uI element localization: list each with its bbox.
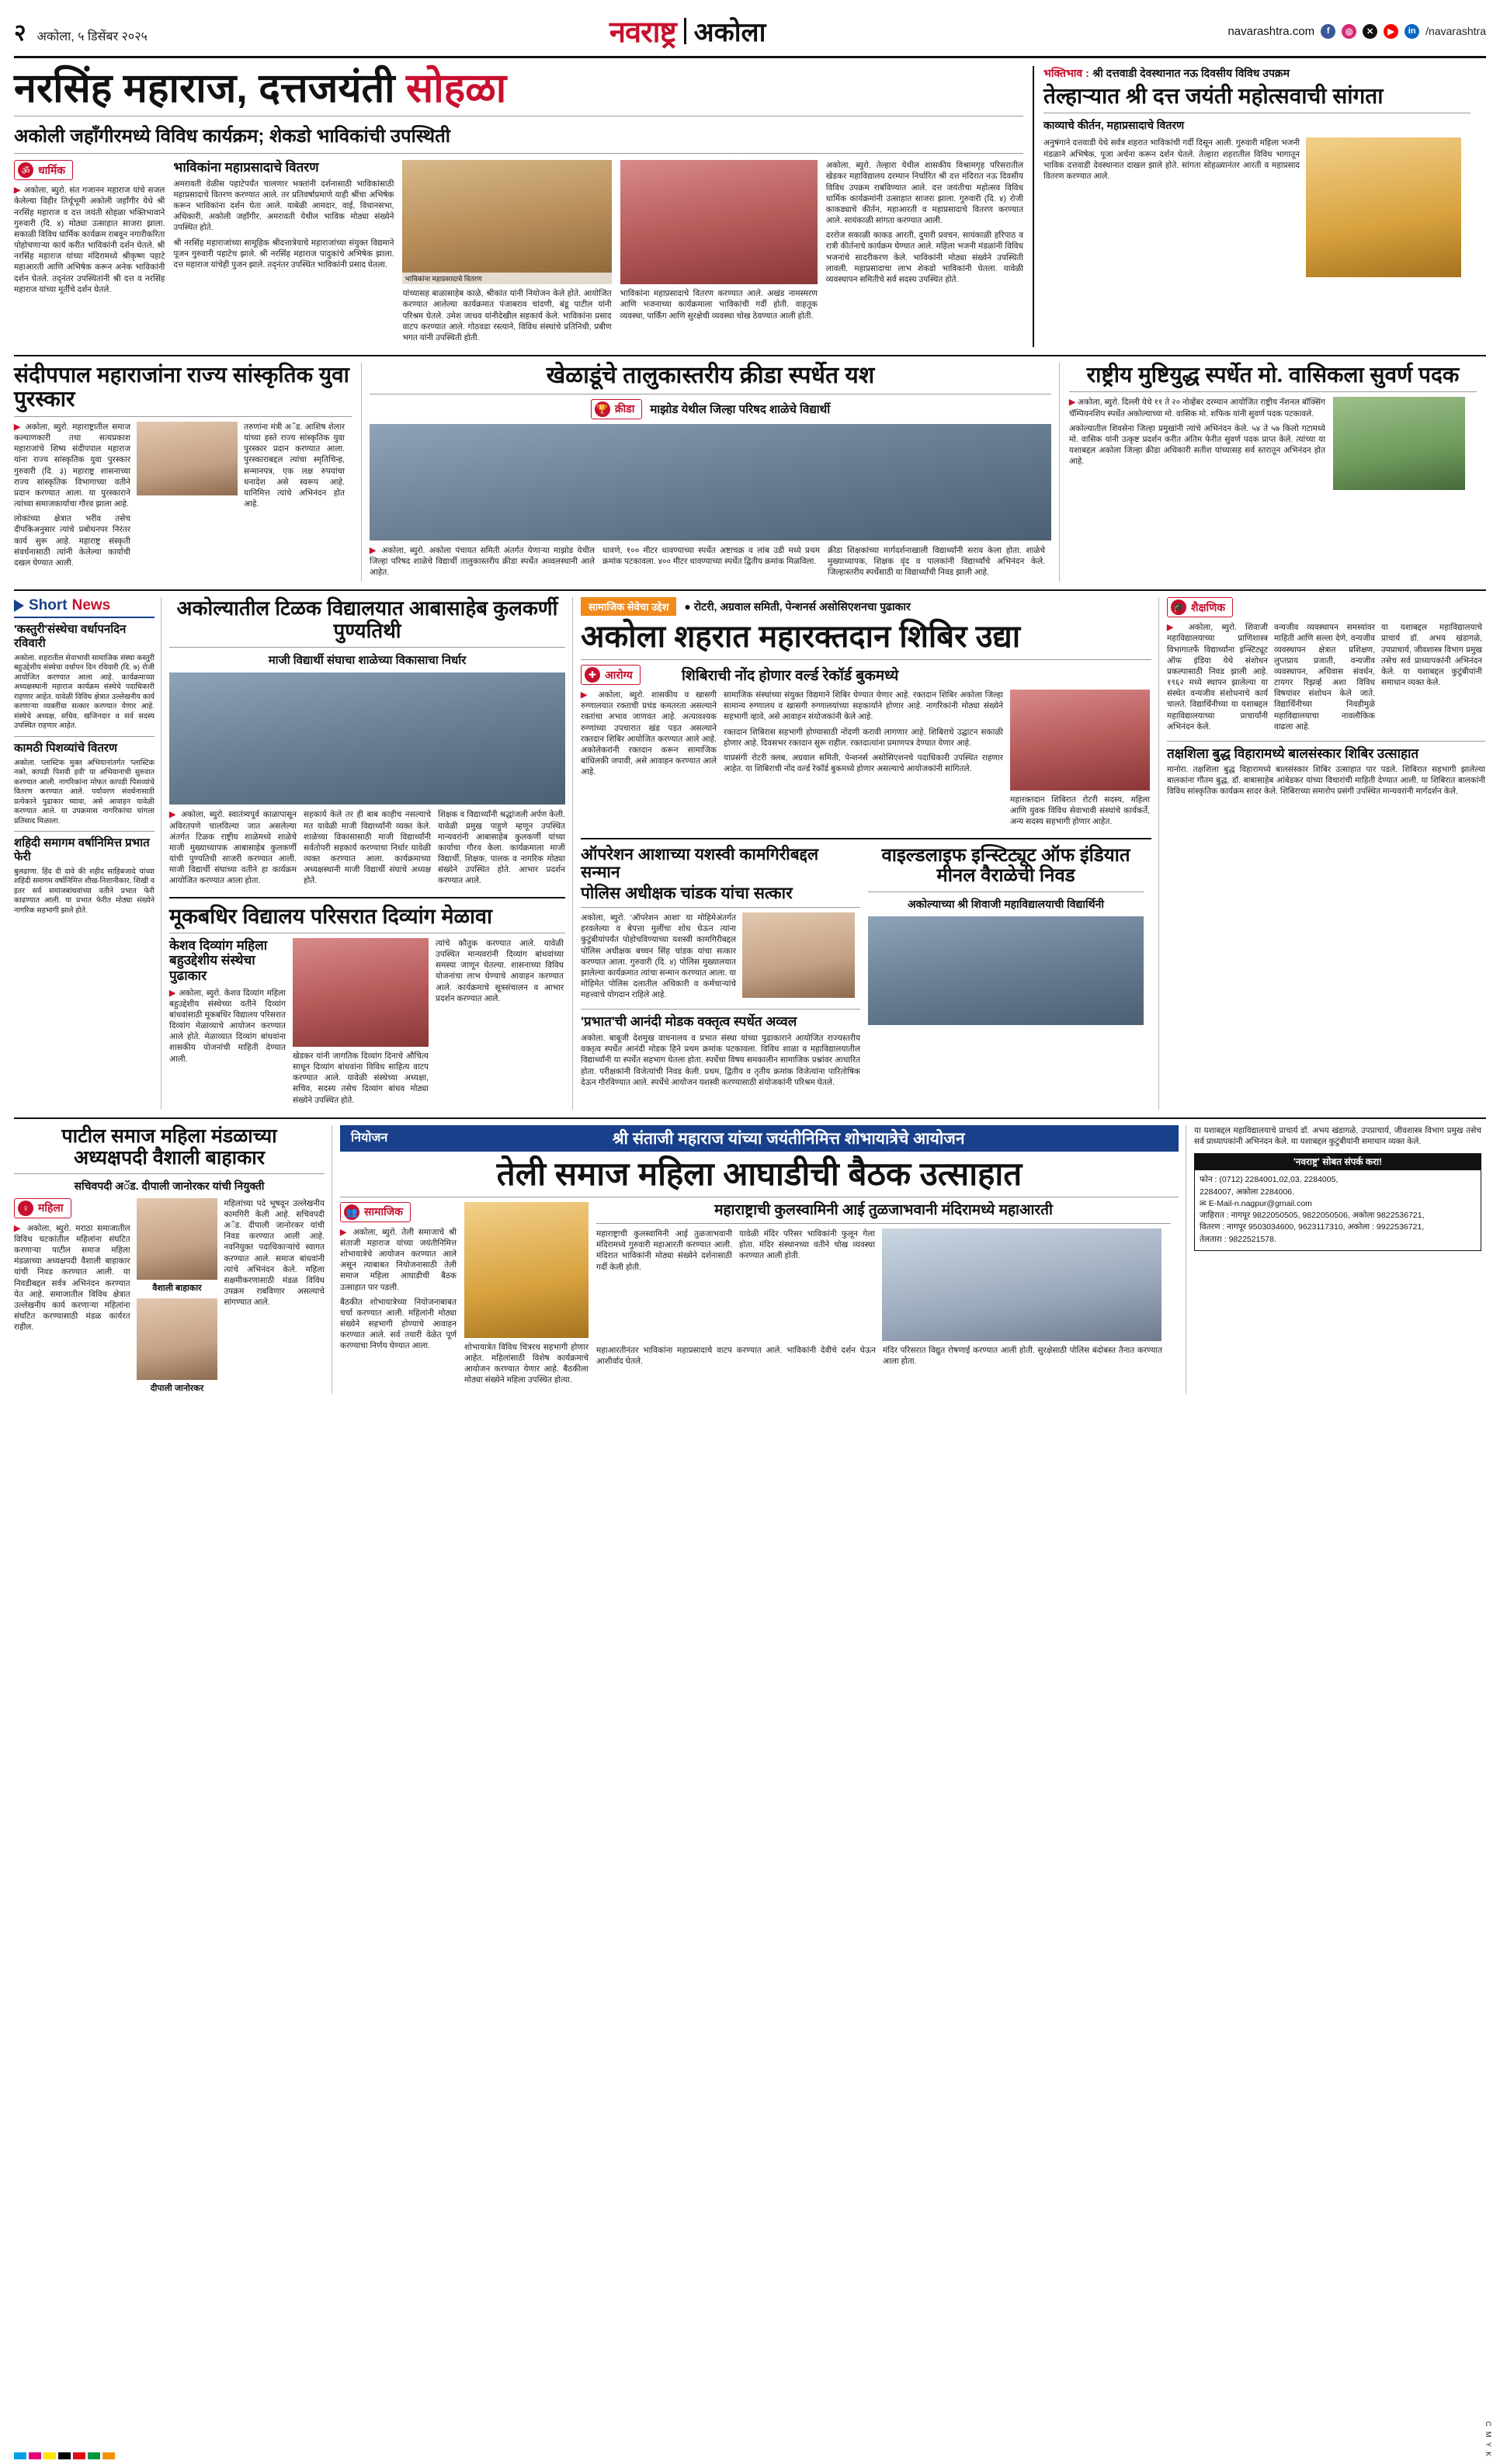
lead-sub-headline: भाविकांना महाप्रसादाचे वितरण <box>173 160 319 176</box>
sports-body-3: क्रीडा शिक्षकांच्या मार्गदर्शनाखाली विद्यार्थ्यांनी सराव केला होता. शाळेचे मुख्याध्यापक, शिक्षक वृंद व पालकांनी विद्यार्थ्यांचे अभिनंदन केले. जिल्हास्तरीय स्पर्धेसाठी या विद्यार्थ्यांची निवड झाली आहे. <box>828 545 1045 578</box>
boxing-headline: राष्ट्रीय मुष्टियुद्ध स्पर्धेत मो. वासिकला सुवर्ण पदक <box>1086 363 1460 387</box>
women-headline-2: अध्यक्षपदी वैशाली बाहाकार <box>74 1146 265 1169</box>
page-number: २ <box>14 19 26 46</box>
trophy-icon: 🏆 <box>595 401 610 417</box>
contact-line: जाहिरात : नागपूर 9822050505, 9822050506, अकोला 9822536721, <box>1200 1211 1425 1221</box>
tilak-body-2: सहकार्य केले तर ही बाब काहीच नसल्याचे मत यावेळी माजी विद्यार्थ्यांनी व्यक्त केले. शाळेच्या विकासासाठी माजी विद्यार्थ्यांनी सर्वतोपरी सहकार्य करण्याचा निर्धार यावेळी व्यक्त करण्यात आला. कार्यक्रमाच्या अध्यक्षस्थानी माजी विद्यार्थी संघाचे अध्यक्ष होते. <box>304 810 431 886</box>
planning-body-2: बैठकीत शोभायात्रेच्या नियोजनाबाबत चर्चा करण्यात आली. महिलांनी मोठ्या संख्येने सहभागी होण्याचे आवाहन करण्यात आले. सर्व तयारी वेळेत पूर्ण करण्याचा निर्णय घेण्यात आला. <box>340 1297 457 1351</box>
women-body-1: अकोला, ब्युरो. मराठा समाजातील विविध घटकांतील महिलांना संघटित करणाऱ्या पाटील समाज महिला मंडळाच्या अध्यक्षपदी वैशाली बाहाकार यांची निवड करण्यात आली. या निवडीबद्दल सर्वत्र अभिनंदन करण्यात येत आहे. समाजातील विविध क्षेत्रात उल्लेखनीय कार्य करणाऱ्या महिलांना संघटित करण्यासाठी मंडळ कार्यरत राहील. <box>14 1223 130 1333</box>
lead-body-3: श्री नरसिंह महाराजांच्या सामूहिक श्रीदत्तात्रेयाचे महाराजांच्या संयुक्त विद्यमाने पूजन गुरुवारी पहाटेच झाले. श्री नरसिंह महाराज पादुकांचे अभिषेक झाला. दत्त महाराज यांचेही पुजन झाले. तद्नंतर उपस्थित भाविकांनी प्रसाद घेतला. <box>173 238 394 269</box>
lead-subhead: अकोली जहाँगीरमध्ये विविध कार्यक्रम; शेकडो भाविकांची उपस्थिती <box>14 126 450 148</box>
wildlife-subhead: अकोल्याच्या श्री शिवाजी महाविद्यालयाची विद्यार्थिनी <box>907 898 1105 911</box>
health-column: सामाजिक सेवेचा उद्देश ● रोटरी, अग्रवाल समिती, पेन्शनर्स असोसिएशनचा पुढाकार अकोला शहरात महारक्तदान शिबिर उद्या ✚ आरोग्य शिबिराची नोंद होणार वर्ल्ड रेकॉर्ड बुकमध्ये ▶ अकोला, ब्युरो. शासकीय व खासगी रुग्णालयात रक्ताची प्रचंड कमतरता असल्याने रक्तांचा अभाव जाणवत आहे. अत्यावश्यक रुग्णांच्या उपचारात खंड पडत असल्याने रक्तदान शिबिर आयोजित करण्यात आले आहे. अकोलेकरांनी रक्तदान करून सामाजिक बांधिलकी जपावी, असे आवाहन करण्यात आले आहे. सामाजिक संस्थांच्या संयुक्त विद्यमाने शिबिर घेण्यात येणार आहे. रक्तदान शिबिर अकोला जिल्हा सामान्य रुग्णालय व खासगी रुग्णालयांच्या सहकार्याने होणार आहे. नागरिकांनी मोठ्या संख्येने सहभागी व्हावे, असे आवाहन संयोजकांनी केले आहे. रक्तदान शिबिरास सहभागी होण्यासाठी नोंदणी करावी लागणार आहे. शिबिराचे उद्घाटन सकाळी होणार आहे. दिवसभर रक्तदान सुरू राहील. रक्तदात्यांना प्रमाणपत्र देण्यात येणार आहे. याप्रसंगी रोटरी क्लब, अग्रवाल समिती, पेन्शनर्स असोसिएशनचे पदाधिकारी उपस्थित राहणार आहेत. या शिबिराची नोंद वर्ल्ड रेकॉर्ड बुकमध्ये होणार असल्याचे आयोजकांनी सांगितले. महारक्तदान शिबिरात रोटरी सदस्य, महिला आणि युवक विविध सेवाभावी संस्थांचे कार्यकर्ते, अन्य सदस्य सहभागी होणार आहेत. ऑपरेशन आशाच्या यशस्वी कामगिरीबद्दल सन्मान पोलिस अधीक्षक चांडक यांचा सत्कार अकोला, ब्युरो. 'ऑपरेशन आशा' या मोहिमेअंतर्गत हरवलेल्या व बेपत्ता मुलींचा शोध घेऊन त्यांना कुटुंबीयांपर्यंत पोहोचविण्याच्या यशस्वी कामगिरीबद्दल पोलिस अधीक्षक बच्चन सिंह चांडक यांचा सत्कार करण्यात आला. गुरुवारी (दि. ४) पोलिस मुख्यालयात झालेल्या कार्यक्रमात त्यांचा सन्मान करण्यात आला. या मोहिमेत पोलिस दलातील अधिकारी व कर्मचाऱ्यांचे महत्त्वाचे योगदान राहिले आहे. 'प्रभात'ची आनंदी मोडक वक्तृत्व स्पर्धेत अव्वल अकोला. बाबूजी देशमुख वाचनालय व प्रभात संस्था यांच्या पुढाकाराने आयोजित राज्यस्तरीय वक्तृत्व स्पर्धेत आनंदी मोडक हिने प्रथम क्रमांक पटकावला. विविध शाळा व महाविद्यालयातील विद्यार्थ्यांनी या स्पर्धेत सहभाग घेतला होता. स्पर्धेचा विषय समकालीन सामाजिक प्रश्नांवर आधारित होता. परीक्षकांनी विजेत्यांची निवड केली. प्रथम, द्वितीय व तृतीय क्रमांक विजेत्यांना पारितोषिक देऊन गौरविण्यात आले. स्पर्धेचे आयोजन यशस्वी करण्यासाठी संयोजकांनी परिश्रम घेतले. वाइल्डलाइफ इन्स्टिट्यूट ऑफ इंडियात मीनल वैराळेची निवड अकोल्याच्या श्री शिवाजी महाविद्यालयाची विद्यार्थिनी <box>581 597 1159 1110</box>
award-headline: संदीपपाल महाराजांना राज्य सांस्कृतिक युवा पुरस्कार <box>14 363 349 412</box>
boxing-photo <box>1333 397 1465 490</box>
category-badge-education: 🎓 शैक्षणिक <box>1167 597 1233 617</box>
women-photo-1-caption: वैशाली बाहाकार <box>152 1283 202 1293</box>
contact-line: वितरण : नागपूर 9503034600, 9623117310, अकोला : 9922536721, <box>1200 1222 1425 1232</box>
operation-body: अकोला, ब्युरो. 'ऑपरेशन आशा' या मोहिमेअंतर्गत हरवलेल्या व बेपत्ता मुलींचा शोध घेऊन त्यांना कुटुंबीयांपर्यंत पोहोचविण्याच्या यशस्वी कामगिरीबद्दल पोलिस अधीक्षक बच्चन सिंह चांडक यांचा सत्कार करण्यात आला. गुरुवारी (दि. ४) पोलिस मुख्यालयात झालेल्या कार्यक्रमात त्यांचा सन्मान करण्यात आला. या मोहिमेत पोलिस दलातील अधिकारी व कर्मचाऱ्यांचे महत्त्वाचे योगदान राहिले आहे. <box>581 913 736 1000</box>
play-triangle-icon <box>14 599 24 612</box>
award-body-1: अकोला, ब्युरो. महाराष्ट्रातील समाज कल्याणकारी तथा सत्यप्रकाश महाराजांचे शिष्य संदीपपाल महाराज यांना राज्य सांस्कृतिक युवा पुरस्कार गुरुवारी (दि. ३) महाराष्ट्र शासनाच्या राज्य सांस्कृतिक विभागाच्या वतीने प्रदान करण्यात आला. या पुरस्काराने त्यांच्या समाजकार्याचा गौरव झाला आहे. <box>14 422 130 509</box>
female-icon: ♀ <box>18 1201 33 1216</box>
devotion-lead-in: श्री दत्तवाडी देवस्थानात नऊ दिवसीय विविध उपक्रम <box>1092 67 1290 79</box>
short-news-headline: 'कस्तुरी'संस्थेचा वर्धापनदिन रविवारी <box>14 623 127 650</box>
health-body-4: याप्रसंगी रोटरी क्लब, अग्रवाल समिती, पेन्शनर्स असोसिएशनचे पदाधिकारी उपस्थित राहणार आहेत. या शिबिराची नोंद वर्ल्ड रेकॉर्ड बुकमध्ये होणार असल्याचे आयोजकांनी सांगितले. <box>724 752 1003 774</box>
devotion-photo <box>1306 137 1461 277</box>
lead-body-4: यांच्यासह बाळासाहेब काळे, श्रीकांत यांनी नियोजन केले होते. आयोजित करण्यात आलेल्या कार्यक्रमात पंजाबराव चांदणी, बंडू पाटील यांनी परिश्रम घेतले. उमेश जाधव यांनीदेखील सहकार्य केले. भाविकांना प्रसाद वाटप करण्यात आले. गोठवडा रस्त्याने, विविध संस्थांचे प्रतिनिधी, प्रबीण भगत यांनी उपस्थिती होती. <box>402 289 612 342</box>
education-extra-body: या यशाबद्दल महाविद्यालयाचे प्राचार्य डॉ. अभय खंडागळे, उपप्राचार्य, जीवशास्त्र विभाग प्रमुख तसेच सर्व प्राध्यापकांनी अभिनंदन केले. या यशाबद्दल कुटुंबीयांनी समाधान व्यक्त केले. <box>1194 1125 1481 1146</box>
temple-body-2: यावेळी मंदिर परिसर भाविकांनी फुलून गेला होता. मंदिर संस्थानच्या वतीने चोख व्यवस्था करण्यात आली होती. <box>739 1229 875 1261</box>
devotion-label-line: भक्तिभाव : श्री दत्तवाडी देवस्थानात नऊ दिवसीय विविध उपक्रम <box>1043 67 1290 79</box>
planning-story: नियोजन श्री संताजी महाराज यांच्या जयंतीनिमित्त शोभायात्रेचे आयोजन तेली समाज महिला आघाडीची बैठक उत्साहात 👥 सामाजिक ▶ अकोला, ब्युरो. तेली समाजाचे श्री संताजी महाराज यांच्या जयंतीनिमित्त शोभायात्रेचे आयोजन करण्यात आले असून त्याबाबत नियोजनासाठी तेली समाज महिला आघाडीची बैठक उत्साहात पार पडली. बैठकीत शोभायात्रेच्या नियोजनाबाबत चर्चा करण्यात आली. महिलांनी मोठ्या संख्येने सहभागी होण्याचे आवाहन करण्यात आले. सर्व तयारी वेळेत पूर्ण करण्याचा निर्णय घेण्यात आला. शोभायात्रेत विविध चित्ररथ सहभागी होणार आहेत. महिलांसाठी विशेष कार्यक्रमाचे आयोजन करण्यात येणार आहे. बैठकीला मोठ्या संख्येने महिला उपस्थित होत्या. महाराष्ट्राची कुलस्वामिनी आई तुळजाभवानी मंदिरामध्ये महाआरती महाराष्ट्राची कुलस्वामिनी आई तुळजाभवानी मंदिरामध्ये गुरुवारी महाआरती करण्यात आली. मंदिरात भाविकांनी मोठ्या संख्येने दर्शनासाठी गर्दी केली होती. यावेळी मंदिर परिसर भाविकांनी फुलून गेला होता. मंदिर संस्थानच्या वतीने चोख व्यवस्था करण्यात आली होती. महाआरतीनंतर भाविकांना महाप्रसादाचे वाटप करण्यात आले. भाविकांनी देवीचे दर्शन घेऊन आशीर्वाद घेतले. मंदिर परिसरात विद्युत रोषणाई करण्यात आली होती. सुरक्षेसाठी पोलिस बंदोबस्त तैनात करण्यात आला होता. <box>340 1125 1186 1394</box>
women-headline-1: पाटील समाज महिला मंडळाच्या <box>61 1124 277 1147</box>
contact-box <box>1194 1153 1481 1251</box>
contact-email[interactable]: ✉ E-Mail-n.nagpur@gmail.com <box>1200 1198 1312 1208</box>
facebook-icon[interactable]: f <box>1321 24 1335 39</box>
lead-photo-2 <box>620 160 818 284</box>
planning-banner: श्री संताजी महाराज यांच्या जयंतीनिमित्त शोभायात्रेचे आयोजन <box>398 1125 1179 1152</box>
women-subhead: सचिवपदी अॅड. दीपाली जानोरकर यांची नियुक्ती <box>74 1179 265 1192</box>
contact-column <box>1194 1125 1481 1394</box>
short-news-item <box>14 623 155 732</box>
lead-col-2 <box>173 160 394 347</box>
website-url[interactable]: navarashtra.com <box>1227 24 1315 38</box>
short-news-headline: शहिदी समागम वर्षानिमित्त प्रभात फेरी <box>14 836 150 864</box>
masthead-logo-group <box>609 11 766 51</box>
lead-body-2: अमरावती वेळीस पहाटेपर्यंत चालणार भक्तांनी दर्शनासाठी भाविकांसाठी महाप्रसादाचे वितरण करण्यात आले. तर प्रतिवर्षाप्रमाणे याही श्रींचा अभिषेक करून भाविकांना दर्शन घेता आले. याबेळी आमदार, वाई, विधानसभा, अधिकारी, अकोली जहाँगीर, अमरावती येथील भाविक मोठ्या संख्येने उपस्थित होते. <box>173 179 394 233</box>
devotion-body-1: अकोला, ब्युरो. तेल्हारा येथील शासकीय विश्रामगृह परिसरातील खेडकर महाविद्यालय दरम्यान निर्धारित श्री दत्त मंदिरात नऊ दिवसीय विविध उपक्रम राबविण्यात आले. दत्त जयंतीचा महोत्सव विविध धार्मिक कार्यक्रमांनी उत्साहात साजरा झाला. गुरुवारी (दि. ४) रोजी काकड्याचे कीर्तन, महाआरती व महाप्रसादाचे वितरण करण्यात आले. सायंकाळी सांगता करण्यात आली. <box>825 161 1023 226</box>
education-column: 🎓 शैक्षणिक ▶ अकोला, ब्युरो. शिवाजी महाविद्यालयाच्या प्राणिशास्त्र विभागातर्फे विद्यार्थ्यांना इन्स्टिट्यूट ऑफ इंडिया येथे संशोधन प्रकल्पासाठी निवड झाली आहे. १९६२ मध्ये स्थापन झालेल्या या संस्थेत वन्यजीव संशोधनाचे कार्य चालते. विद्यार्थिनीच्या या यशाबद्दल महाविद्यालयाच्या प्राचार्यांनी अभिनंदन केले. वन्यजीव व्यवस्थापन समस्यांवर माहिती आणि सल्ला देणे, वन्यजीव व्यवस्थापन क्षेत्रात प्रशिक्षण, लुप्तप्राय प्रजाती, वन्यजीव व्यवस्थापन, अधिवास संवर्धन, टायगर रिझर्व्ह अशा विविध विषयांवर संशोधन केले जाते. विद्यार्थिनीच्या निवडीमुळे महाविद्यालयाचा नावलौकिक वाढला आहे. या यशाबद्दल महाविद्यालयाचे प्राचार्य डॉ. अभय खंडागळे, उपप्राचार्य, जीवशास्त्र विभाग प्रमुख तसेच सर्व प्राध्यापकांनी अभिनंदन केले. या यशाबद्दल कुटुंबीयांनी समाधान व्यक्त केले. तक्षशिला बुद्ध विहारामध्ये बालसंस्कार शिबिर उत्साहात मानोरा. तक्षशिला बुद्ध विहारामध्ये बालसंस्कार शिबिर उत्साहात पार पडले. शिबिरात सहभागी झालेल्या बालकांना गौतम बुद्ध, डॉ. बाबासाहेब आंबेडकर यांच्या विचारांची माहिती देण्यात आली. या शिबिरात बालकांनी विविध सांस्कृतिक कार्यक्रम सादर केले. शिबिराच्या समारोप प्रसंगी उपस्थित मान्यवरांनी मार्गदर्शन केले. <box>1167 597 1485 1110</box>
lead-photo <box>402 160 611 284</box>
short-news-item <box>14 836 155 916</box>
wildlife-photo <box>868 916 1144 1025</box>
taxila-headline: तक्षशिला बुद्ध विहारामध्ये बालसंस्कार शिबिर उत्साहात <box>1167 745 1419 761</box>
planning-body-3: शोभायात्रेत विविध चित्ररथ सहभागी होणार आहेत. महिलांसाठी विशेष कार्यक्रमाचे आयोजन करण्यात येणार आहे. बैठकीला मोठ्या संख्येने महिला उपस्थित होत्या. <box>464 1342 589 1385</box>
operation-headline-2: पोलिस अधीक्षक चांडक यांचा सत्कार <box>581 884 793 902</box>
lead-headline: नरसिंह महाराज, दत्तजयंती सोहळा <box>14 66 507 111</box>
education-body-1: अकोला, ब्युरो. शिवाजी महाविद्यालयाच्या प्राणिशास्त्र विभागातर्फे विद्यार्थ्यांना इन्स्टिट्यूट ऑफ इंडिया येथे संशोधन प्रकल्पासाठी निवड झाली आहे. १९६२ मध्ये स्थापन झालेल्या या संस्थेत वन्यजीव संशोधनाचे कार्य चालते. विद्यार्थिनीच्या या यशाबद्दल महाविद्यालयाच्या प्राचार्यांनी अभिनंदन केले. <box>1167 623 1268 732</box>
health-body-3: रक्तदान शिबिरास सहभागी होण्यासाठी नोंदणी करावी लागणार आहे. शिबिराचे उद्घाटन सकाळी होणार आहे. दिवसभर रक्तदान सुरू राहील. रक्तदात्यांना प्रमाणपत्र देण्यात येणार आहे. <box>724 727 1003 748</box>
color-registration-bar <box>14 2452 115 2459</box>
temple-body-1: महाराष्ट्राची कुलस्वामिनी आई तुळजाभवानी मंदिरामध्ये गुरुवारी महाआरती करण्यात आली. मंदिरात भाविकांनी मोठ्या संख्येने दर्शनासाठी गर्दी केली होती. <box>596 1229 732 1272</box>
category-badge-religion: ॐ धार्मिक <box>14 160 73 180</box>
temple-headline: महाराष्ट्राची कुलस्वामिनी आई तुळजाभवानी मंदिरामध्ये महाआरती <box>714 1201 1053 1218</box>
lead-body-5: भाविकांना महाप्रसादाचे वितरण करण्यात आले. अखंड नामस्मरण आणि भजनाच्या कार्यक्रमाला भाविकांची गर्दी होती. वाहतूक व्यवस्था, पार्किंग आणि सुरक्षेची व्यवस्था चोख ठेवण्यात आली होती. <box>620 289 818 321</box>
deaf-school-body-1: अकोला, ब्युरो. केशव दिव्यांग महिला बहुउद्देशीय संस्थेच्या वतीने दिव्यांग बांधवांसाठी मूकबधिर विद्यालय परिसरात दिव्यांग मेळाव्याचे आयोजन करण्यात आले होते. मेळाव्यात दिव्यांग बांधवांना शासकीय योजनांची माहिती देण्यात आली. <box>169 988 286 1064</box>
lead-col-4 <box>620 160 818 347</box>
award-story: संदीपपाल महाराजांना राज्य सांस्कृतिक युवा पुरस्कार ▶ अकोला, ब्युरो. महाराष्ट्रातील समाज कल्याणकारी तथा सत्यप्रकाश महाराजांचे शिष्य संदीपपाल महाराज यांना राज्य सांस्कृतिक युवा पुरस्कार गुरुवारी (दि. ३) महाराष्ट्र शासनाच्या राज्य सांस्कृतिक विभागाच्या वतीने प्रदान करण्यात आला. या पुरस्काराने त्यांच्या समाजकार्याचा गौरव झाला आहे. लोकांच्या क्षेत्रात भरीव तसेच दीपकिअनुसार त्यांचे प्रबोधनपर निरंतर कार्य सुरू आहे. महाराष्ट्र संस्कृती संवर्धनासाठी त्यांनी केलेल्या कार्याची दखल घेण्यात आली. तरुणांना मंत्री अॅड. आशिष शेलार यांच्या हस्ते राज्य सांस्कृतिक युवा पुरस्कार प्रदान करण्यात आला. पुरस्काराबद्दल त्यांचा स्मृतिचिन्ह, सन्मानपत्र, एक लक्ष रुपयांचा धनादेश असे स्वरूप आहे. यानिमित्त त्यांचे अभिनंदन होत आहे. <box>14 363 352 582</box>
deaf-school-headline: मूकबधिर विद्यालय परिसरात दिव्यांग मेळावा <box>169 904 493 928</box>
short-news-body: अकोला. शहरातील सेवाभावी सामाजिक संस्था कस्तुरी बहुउद्देशीय संस्थेचा वर्धापन दिन रविवारी (दि. ७) रोजी आयोजित करण्यात आला आहे. कार्यक्रमाच्या अध्यक्षस्थानी महाराज कार्यक्रम संस्थेचे पदाधिकारी राहणार आहेत. यावेळी विविध क्षेत्रात उल्लेखनीय कार्य करणाऱ्या व्यक्तींचा सत्कार करण्यात येणार आहे. संस्थेचे अध्यक्ष, सचिव, खजिनदार व सर्व सदस्य उपस्थित राहणार आहेत. <box>14 653 155 731</box>
category-badge-social: 👥 सामाजिक <box>340 1202 411 1222</box>
twitter-icon[interactable]: ✕ <box>1363 24 1377 39</box>
women-story: पाटील समाज महिला मंडळाच्या अध्यक्षपदी वैशाली बाहाकार सचिवपदी अॅड. दीपाली जानोरकर यांची नियुक्ती ♀ महिला ▶ अकोला, ब्युरो. मराठा समाजातील विविध घटकांतील महिलांना संघटित करणाऱ्या पाटील समाज महिला मंडळाच्या अध्यक्षपदी वैशाली बाहाकार यांची निवड करण्यात आली. या निवडीबद्दल सर्वत्र अभिनंदन करण्यात येत आहे. समाजातील विविध क्षेत्रात उल्लेखनीय कार्य करणाऱ्या महिलांना संघटित करण्यासाठी मंडळ कार्यरत राहील. वैशाली बाहाकार दीपाली जानोरकर महिलांच्या पदे भूषवून उल्लेखनीय कामगिरी केली आहे. सचिवपदी अॅड. दीपाली जानोरकर यांची निवड करण्यात आली आहे. नवनियुक्त पदाधिकाऱ्यांचे स्वागत करण्यात आले. समाज बांधवांनी त्यांचे अभिनंदन केले. महिला सक्षमीकरणासाठी मंडळ विविध उपक्रम राबविणार असल्याचे सांगण्यात आले. <box>14 1125 332 1394</box>
women-photo-2 <box>137 1298 218 1380</box>
health-headline: अकोला शहरात महारक्तदान शिबिर उद्या <box>581 620 1021 655</box>
temple-body-3: महाआरतीनंतर भाविकांना महाप्रसादाचे वाटप करण्यात आले. भाविकांनी देवीचे दर्शन घेऊन आशीर्वाद घेतले. <box>596 1346 876 1367</box>
short-news-body: अकोला. प्लास्टिक मुक्त अभियानांतर्गत 'प्लास्टिक नको, कापडी पिशवी हवी' या अभियानाची सुरुवात करण्यात आली. नागरिकांना मोफत कापडी पिशव्यांचे वितरण करण्यात आले. पर्यावरण संवर्धनासाठी प्रत्येकाने पुढाकार घ्यावा, असे आवाहन यावेळी करण्यात आले. या उपक्रमास नागरिकांचा चांगला प्रतिसाद मिळाला. <box>14 758 155 825</box>
graduation-cap-icon: 🎓 <box>1171 599 1186 615</box>
tilak-body-1: अकोला, ब्युरो. स्वातंत्र्यपूर्व काळापासून अविरतपणे चालविल्या जात असलेल्या अंतर्गत टिळक राष्ट्रीय शाळेमध्ये शाळेचे माजी मुख्याध्यापक आबासाहेब कुलकर्णी यांची पुण्यतिथी साजरी करण्यात आली. माजी विद्यार्थी संघाच्या वतीने हा कार्यक्रम आयोजित करण्यात आला होता. <box>169 810 297 886</box>
planning-photo <box>464 1202 589 1338</box>
health-icon: ✚ <box>585 667 600 683</box>
tilak-photo <box>169 672 565 805</box>
speech-contest-body: अकोला. बाबूजी देशमुख वाचनालय व प्रभात संस्था यांच्या पुढाकाराने आयोजित राज्यस्तरीय वक्तृत्व स्पर्धेत आनंदी मोडक हिने प्रथम क्रमांक पटकावला. विविध शाळा व महाविद्यालयातील विद्यार्थ्यांनी या स्पर्धेत सहभाग घेतला होता. स्पर्धेचा विषय समकालीन सामाजिक प्रश्नांवर आधारित होता. परीक्षकांनी विजेत्यांची निवड केली. प्रथम, द्वितीय व तृतीय क्रमांक विजेत्यांना पारितोषिक देऊन गौरविण्यात आले. स्पर्धेचे आयोजन यशस्वी करण्यासाठी संयोजकांनी परिश्रम घेतले. <box>581 1033 860 1087</box>
women-photo-1 <box>137 1198 218 1280</box>
masthead-left <box>14 16 148 47</box>
contact-heading: 'नवराष्ट्र' सोबत संपर्क करा! <box>1195 1154 1481 1170</box>
linkedin-icon[interactable]: in <box>1405 24 1419 39</box>
sports-story: खेळाडूंचे तालुकास्तरीय क्रीडा स्पर्धेत यश 🏆 क्रीडा माझोड येथील जिल्हा परिषद शाळेचे विद्यार्थी ▶ अकोला, ब्युरो. अकोला पंचायत समिती अंतर्गत येणाऱ्या माझोड येथील जिल्हा परिषद शाळेचे विद्यार्थी तालुकास्तरीय क्रीडा स्पर्धेत अव्वलस्थानी आले आहेत. धावणे, १०० मीटर धावण्याच्या स्पर्धेत अष्टाचक्र व लांब उडी मध्ये प्रथम क्रमांक पटकावला. ४०० मीटर धावण्याच्या स्पर्धेत द्वितीय क्रमांक मिळविला. क्रीडा शिक्षकांच्या मार्गदर्शनाखाली विद्यार्थ्यांनी सराव केला होता. शाळेचे मुख्याध्यापक, शिक्षक वृंद व पालकांनी विद्यार्थ्यांचे अभिनंदन केले. जिल्हास्तरीय स्पर्धेसाठी या विद्यार्थ्यांची निवड झाली आहे. <box>361 363 1060 582</box>
lead-photo-caption: भाविकांना महाप्रसादाचे वितरण <box>402 273 611 284</box>
social-handle: /navarashtra <box>1425 25 1486 37</box>
short-news-headline: कामठी पिशव्यांचे वितरण <box>14 741 117 755</box>
lead-photo-col <box>402 160 611 347</box>
sports-headline: खेळाडूंचे तालुकास्तरीय क्रीडा स्पर्धेत यश <box>546 363 875 389</box>
deaf-school-body-3: त्यांचे कौतुक करण्यात आले. यावेळी उपस्थित मान्यवरांनी दिव्यांग बांधवांच्या समस्या जाणून घेतल्या. शासनाच्या विविध योजनांचा लाभ घेण्याचे आवाहन करण्यात आले. कार्यक्रमाचे सूत्रसंचालन व आभार प्रदर्शन करण्यात आले. <box>436 938 564 1003</box>
planning-headline: तेली समाज महिला आघाडीची बैठक उत्साहात <box>496 1155 1023 1192</box>
masthead <box>14 11 1486 58</box>
publication-logo: नवराष्ट्र <box>609 16 676 49</box>
education-body-2: वन्यजीव व्यवस्थापन समस्यांवर माहिती आणि सल्ला देणे, वन्यजीव व्यवस्थापन क्षेत्रात प्रशिक्षण, लुप्तप्राय प्रजाती, वन्यजीव व्यवस्थापन, अधिवास संवर्धन, टायगर रिझर्व्ह अशा विविध विषयांवर संशोधन केले जाते. विद्यार्थिनीच्या निवडीमुळे महाविद्यालयाचा नावलौकिक वाढला आहे. <box>1274 623 1375 732</box>
category-badge-sports: 🏆 क्रीडा <box>591 399 643 419</box>
social-purpose-tag: सामाजिक सेवेचा उद्देश <box>581 597 676 616</box>
taxila-body: मानोरा. तक्षशिला बुद्ध विहारामध्ये बालसंस्कार शिबिर उत्साहात पार पडले. शिबिरात सहभागी झालेल्या बालकांना गौतम बुद्ध, डॉ. बाबासाहेब आंबेडकर यांच्या विचारांची माहिती देण्यात आली. या शिबिरात बालकांनी विविध सांस्कृतिक कार्यक्रम सादर केले. शिबिराच्या समारोप प्रसंगी उपस्थित मान्यवरांनी मार्गदर्शन केले. <box>1167 764 1485 797</box>
tilak-body-3: शिक्षक व विद्यार्थ्यांनी श्रद्धांजली अर्पण केली. यावेळी प्रमुख पाहुणे म्हणून उपस्थित मान्यवरांनी आबासाहेब कुलकर्णी यांच्या कार्याचा गौरव केला. कार्यक्रमाला माजी विद्यार्थी, शिक्षक, पालक व नागरिक मोठ्या संख्येने उपस्थित होते. आभार प्रदर्शन करण्यात आले. <box>438 810 565 886</box>
award-body-2: लोकांच्या क्षेत्रात भरीव तसेच दीपकिअनुसार त्यांचे प्रबोधनपर निरंतर कार्य सुरू आहे. महाराष्ट्र संस्कृती संवर्धनासाठी त्यांनी केलेल्या कार्याची दखल घेण्यात आली. <box>14 514 130 568</box>
short-news-header: Short News <box>14 597 155 618</box>
people-icon: 👥 <box>344 1204 359 1220</box>
contact-line: फोन : (0712) 2284001,02,03, 2284005, <box>1200 1175 1339 1185</box>
speech-contest-headline: 'प्रभात'ची आनंदी मोडक वक्तृत्व स्पर्धेत अव्वल <box>581 1014 797 1030</box>
instagram-icon[interactable]: ◎ <box>1342 24 1356 39</box>
health-subhead: शिबिराची नोंद होणार वर्ल्ड रेकॉर्ड बुकमध्ये <box>682 668 899 684</box>
lead-story <box>14 66 1023 347</box>
deaf-school-side-headline: केशव दिव्यांग महिला बहुउद्देशीय संस्थेचा पुढाकार <box>169 937 268 983</box>
operation-photo <box>742 912 855 998</box>
tilak-headline: अकोल्यातील टिळक विद्यालयात आबासाहेब कुलकर्णी पुण्यतिथी <box>176 596 558 643</box>
devotion-subhead: काव्याचे कीर्तन, महाप्रसादाचे वितरण <box>1043 119 1185 132</box>
deaf-school-photo <box>293 938 429 1047</box>
boxing-body-2: अकोल्यातील शिवसेना जिल्हा प्रमुखांनी त्यांचे अभिनंदन केले. ५४ ते ५७ किलो गटामध्ये मो. वासिक यांनी उत्कृष्ट प्रदर्शन करीत अंतिम फेरीत सुवर्ण पदक प्राप्त केले. त्यांच्या या यशाबद्दल अकोला जिल्हा क्रीडा अधिकारी सतीश यांच्यासह सर्व स्तरातून अभिनंदन होत आहे. <box>1069 423 1325 467</box>
category-badge-health: ✚ आरोग्य <box>581 665 641 685</box>
lead-col-1: ॐ धार्मिक ▶ अकोला, ब्युरो. संत गजानन महाराज यांचे सजल केलेल्या विहीर तिर्थूभूमी अकोली जहाँगीर येथे श्री नरसिंह महाराज व दत्त जयंती सोहळा भक्तिभावाने गुरुवारी (दि. ४) मोठ्या उत्साहात साजरा झाला. सकाळी विविध धार्मिक कार्यक्रम राबवून नगारीकरिता पोहोचणाऱ्या कार्य करीत भाविकांनी दर्शन घेतले. श्री नरसिंह महाराज यांच्या मंदिरामध्ये श्रीकृष्ण पहाटे महाआरती आणि अभिषेक करून अनेक भाविकांनी दर्शन घेतले. तद्नंतर उपस्थितांनी श्री दत्त व नरसिंह महाराज यांच्या मूर्तीचे दर्शन घेतले. <box>14 160 165 347</box>
sports-subhead: माझोड येथील जिल्हा परिषद शाळेचे विद्यार्थी <box>650 402 831 416</box>
tilak-column: अकोल्यातील टिळक विद्यालयात आबासाहेब कुलकर्णी पुण्यतिथी माजी विद्यार्थी संघाचा शाळेच्या विकासाचा निर्धार ▶ अकोला, ब्युरो. स्वातंत्र्यपूर्व काळापासून अविरतपणे चालविल्या जात असलेल्या अंतर्गत टिळक राष्ट्रीय शाळेमध्ये शाळेचे माजी मुख्याध्यापक आबासाहेब कुलकर्णी यांची पुण्यतिथी साजरी करण्यात आली. माजी विद्यार्थी संघाच्या वतीने हा कार्यक्रम आयोजित करण्यात आला होता. सहकार्य केले तर ही बाब काहीच नसल्याचे मत यावेळी माजी विद्यार्थ्यांनी व्यक्त केले. शाळेच्या विकासासाठी माजी विद्यार्थ्यांनी सर्वतोपरी सहकार्य करण्याचा निर्धार यावेळी व्यक्त करण्यात आला. कार्यक्रमाच्या अध्यक्षस्थानी माजी विद्यार्थी संघाचे अध्यक्ष होते. शिक्षक व विद्यार्थ्यांनी श्रद्धांजली अर्पण केली. यावेळी प्रमुख पाहुणे म्हणून उपस्थित मान्यवरांनी आबासाहेब कुलकर्णी यांच्या कार्याचा गौरव केला. कार्यक्रमाला माजी विद्यार्थी, शिक्षक, पालक व नागरिक मोठ्या संख्येने उपस्थित होते. आभार प्रदर्शन करण्यात आले. मूकबधिर विद्यालय परिसरात दिव्यांग मेळावा केशव दिव्यांग महिला बहुउद्देशीय संस्थेचा पुढाकार ▶ अकोला, ब्युरो. केशव दिव्यांग महिला बहुउद्देशीय संस्थेच्या वतीने दिव्यांग बांधवांसाठी मूकबधिर विद्यालय परिसरात दिव्यांग मेळाव्याचे आयोजन करण्यात आले होते. मेळाव्यात दिव्यांग बांधवांना शासकीय योजनांची माहिती देण्यात आली. खेडकर यांनी जागतिक दिव्यांग दिनाचे औचित्य साधून दिव्यांग बांधवांना विविध साहित्य वाटप करण्यात आले. यावेळी संस्थेच्या अध्यक्षा, सचिव, सदस्य तसेच दिव्यांग बांधव मोठ्या संख्येने उपस्थित होते. त्यांचे कौतुक करण्यात आले. यावेळी उपस्थित मान्यवरांनी दिव्यांग बांधवांच्या समस्या जाणून घेतल्या. शासनाच्या विविध योजनांचा लाभ घेण्याचे आवाहन करण्यात आले. कार्यक्रमाचे सूत्रसंचालन व आभार प्रदर्शन करण्यात आले. <box>169 597 573 1110</box>
contact-line: 2284007, अकोला 2284006. <box>1200 1187 1295 1197</box>
devotion-col-1 <box>826 160 1023 347</box>
health-body-2: सामाजिक संस्थांच्या संयुक्त विद्यमाने शिबिर घेण्यात येणार आहे. रक्तदान शिबिर अकोला जिल्हा सामान्य रुग्णालय व खासगी रुग्णालयांच्या सहकार्याने होणार आहे. नागरिकांनी मोठ्या संख्येने सहभागी व्हावे, असे आवाहन संयोजकांनी केले आहे. <box>724 690 1004 722</box>
devotion-body-3: अनुषंगाने दत्तवाडी येथे सर्वत्र शहरात भाविकांची गर्दी दिसून आली. गुरुवारी महिला भजनी मंडळाने अभिषेक, पूजा अर्चना करून दर्शन घेतले. तेल्हारा शहरातील विविध भागातून भाविक दत्तवाडी देवस्थानात दाखल झाले होते. सांगता सोहळ्यानंतर आरती व महाप्रसाद वितरण करण्यात आले. <box>1043 138 1300 181</box>
health-bullets: ● रोटरी, अग्रवाल समिती, पेन्शनर्स असोसिएशनचा पुढाकार <box>684 599 911 613</box>
short-news-body: बुलढाणा. हिंद दी दावे की शहीद साहिबजादे यांच्या शहिदी समागम वर्षानिमित्त शीख-निशानीकार, शिखी व इतर सर्व समाजबांधवांच्या वतीने प्रभात फेरी काढण्यात आली. या प्रभात फेरीत मोठ्या संख्येने नागरिक सहभागी झाले होते. <box>14 867 155 915</box>
devotion-story <box>1033 66 1470 347</box>
women-photo-2-caption: दीपाली जानोरकर <box>150 1383 204 1393</box>
women-body-2: महिलांच्या पदे भूषवून उल्लेखनीय कामगिरी केली आहे. सचिवपदी अॅड. दीपाली जानोरकर यांची निवड करण्यात आली आहे. नवनियुक्त पदाधिकाऱ्यांचे स्वागत करण्यात आले. समाज बांधवांनी त्यांचे अभिनंदन केले. महिला सक्षमीकरणासाठी मंडळ विविध उपक्रम राबविणार असल्याचे सांगण्यात आले. <box>224 1198 325 1308</box>
temple-body-4: मंदिर परिसरात विद्युत रोषणाई करण्यात आली होती. सुरक्षेसाठी पोलिस बंदोबस्त तैनात करण्यात आला होता. <box>883 1346 1162 1367</box>
sports-photo <box>370 424 1051 540</box>
planning-tag: नियोजन <box>340 1125 398 1152</box>
boxing-body-1: अकोला, ब्युरो. दिल्ली येथे ११ ते २० नोव्हेंबर दरम्यान आयोजित राष्ट्रीय नॅशनल बॉक्सिंग चॅम्पियनशिप स्पर्धेत अकोल्याच्या मो. वासिक मो. शफिक यांनी सुवर्ण पदक पटकावले. <box>1069 398 1325 419</box>
devotion-headline: तेल्हाऱ्यात श्री दत्त जयंती महोत्सवाची सांगता <box>1043 84 1384 108</box>
row-three <box>14 589 1486 1110</box>
temple-photo <box>882 1229 1161 1341</box>
masthead-date: अकोला, ५ डिसेंबर २०२५ <box>36 30 148 43</box>
row-bottom <box>14 1117 1486 1394</box>
planning-body-1: अकोला, ब्युरो. तेली समाजाचे श्री संताजी महाराज यांच्या जयंतीनिमित्त शोभायात्रेचे आयोजन करण्यात आले असून त्याबाबत नियोजनासाठी तेली समाज महिला आघाडीची बैठक उत्साहात पार पडली. <box>340 1227 457 1292</box>
lead-headline-accent: सोहळा <box>406 66 507 111</box>
boxing-story: राष्ट्रीय मुष्टियुद्ध स्पर्धेत मो. वासिकला सुवर्ण पदक ▶ अकोला, ब्युरो. दिल्ली येथे ११ ते २० नोव्हेंबर दरम्यान आयोजित राष्ट्रीय नॅशनल बॉक्सिंग चॅम्पियनशिप स्पर्धेत अकोल्याच्या मो. वासिक मो. शफिक यांनी सुवर्ण पदक पटकावले. अकोल्यातील शिवसेना जिल्हा प्रमुखांनी त्यांचे अभिनंदन केले. ५४ ते ५७ किलो गटामध्ये मो. वासिक यांनी उत्कृष्ट प्रदर्शन करीत अंतिम फेरीत सुवर्ण पदक प्राप्त केले. त्यांच्या या यशाबद्दल अकोला जिल्हा क्रीडा अधिकारी सतीश यांच्यासह सर्व स्तरातून अभिनंदन होत आहे. <box>1069 363 1477 582</box>
health-body-5: महारक्तदान शिबिरात रोटरी सदस्य, महिला आणि युवक विविध सेवाभावी संस्थांचे कार्यकर्ते, अन्य सदस्य सहभागी होणार आहेत. <box>1010 795 1150 827</box>
wildlife-headline: वाइल्डलाइफ इन्स्टिट्यूट ऑफ इंडियात मीनल वैराळेची निवड <box>881 844 1130 887</box>
operation-headline: ऑपरेशन आशाच्या यशस्वी कामगिरीबद्दल सन्मान <box>581 845 819 882</box>
devotion-body-2: दररोज सकाळी काकड आरती, दुपारी प्रवचन, सायंकाळी हरिपाठ व रात्री कीर्तनाचे कार्यक्रम घेण्यात आले. महिला भजनी मंडळांनी विविध भजनांचे सादरीकरण केले. भाविकांनी मोठ्या संख्येने उपस्थिती लावली. महाप्रसादाचा लाभ शेकडो भाविकांनी घेतला. यावेळी व्यवस्थापन समितीचे सर्व सदस्य उपस्थित होते. <box>825 231 1023 284</box>
divider <box>684 18 686 44</box>
lead-body-1: अकोला, ब्युरो. संत गजानन महाराज यांचे सजल केलेल्या विहीर तिर्थूभूमी अकोली जहाँगीर येथे श्री नरसिंह महाराज व दत्त जयंती सोहळा भक्तिभावाने गुरुवारी (दि. ४) मोठ्या उत्साहात साजरा झाला. सकाळी विविध धार्मिक कार्यक्रम राबवून नगारीकरिता पोहोचणाऱ्या कार्य करीत भाविकांनी दर्शन घेतले. श्री नरसिंह महाराज यांच्या मंदिरामध्ये श्रीकृष्ण पहाटे महाआरती आणि अभिषेक करून अनेक भाविकांनी दर्शन घेतले. तद्नंतर उपस्थितांनी श्री दत्त व नरसिंह महाराज यांच्या मूर्तीचे दर्शन घेतले. <box>14 186 165 294</box>
deaf-school-body-2: खेडकर यांनी जागतिक दिव्यांग दिनाचे औचित्य साधून दिव्यांग बांधवांना विविध साहित्य वाटप करण्यात आले. यावेळी संस्थेच्या अध्यक्षा, सचिव, सदस्य तसेच दिव्यांग बांधव मोठ्या संख्येने उपस्थित होते. <box>293 1051 429 1105</box>
sports-body-1: अकोला, ब्युरो. अकोला पंचायत समिती अंतर्गत येणाऱ्या माझोड येथील जिल्हा परिषद शाळेचे विद्यार्थी तालुकास्तरीय क्रीडा स्पर्धेत अव्वलस्थानी आले आहेत. <box>370 545 595 578</box>
education-body-3: या यशाबद्दल महाविद्यालयाचे प्राचार्य डॉ. अभय खंडागळे, उपप्राचार्य, जीवशास्त्र विभाग प्रमुख तसेच सर्व प्राध्यापकांनी अभिनंदन केले. या यशाबद्दल कुटुंबीयांनी समाधान व्यक्त केले. <box>1381 623 1482 688</box>
edition-city: अकोला <box>693 18 766 47</box>
sports-body-2: धावणे, १०० मीटर धावण्याच्या स्पर्धेत अष्टाचक्र व लांब उडी मध्ये प्रथम क्रमांक पटकावला. ४०० मीटर धावण्याच्या स्पर्धेत द्वितीय क्रमांक मिळविला. <box>602 545 820 566</box>
youtube-icon[interactable]: ▶ <box>1384 24 1398 39</box>
tilak-subhead: माजी विद्यार्थी संघाचा शाळेच्या विकासाचा निर्धार <box>268 654 467 668</box>
row-two <box>14 355 1486 582</box>
masthead-right <box>1227 24 1486 39</box>
category-badge-women: ♀ महिला <box>14 1198 71 1218</box>
health-body-1: अकोला, ब्युरो. शासकीय व खासगी रुग्णालयात रक्ताची प्रचंड कमतरता असल्याने रक्तांचा अभाव जाणवत आहे. अत्यावश्यक रुग्णांच्या उपचारात खंड पडत असल्याने रक्तदान शिबिर आयोजित करण्यात आले आहे. अकोलेकरांनी रक्तदान करून सामाजिक बांधिलकी जपावी, असे आवाहन करण्यात आले आहे. <box>581 690 717 777</box>
om-icon: ॐ <box>18 162 33 178</box>
top-section <box>14 66 1486 347</box>
award-body-3: तरुणांना मंत्री अॅड. आशिष शेलार यांच्या हस्ते राज्य सांस्कृतिक युवा पुरस्कार प्रदान करण्यात आला. पुरस्काराबद्दल त्यांचा स्मृतिचिन्ह, सन्मानपत्र, एक लक्ष रुपयांचा धनादेश असे स्वरूप आहे. यानिमित्त त्यांचे अभिनंदन होत आहे. <box>244 422 345 509</box>
cmyk-marks: C M Y K <box>1484 2421 1492 2458</box>
short-news-item <box>14 742 155 826</box>
short-news-column <box>14 597 161 1110</box>
health-photo <box>1010 690 1150 791</box>
contact-line: तेलतारा : 9822521578. <box>1200 1234 1276 1244</box>
award-photo <box>137 422 238 495</box>
